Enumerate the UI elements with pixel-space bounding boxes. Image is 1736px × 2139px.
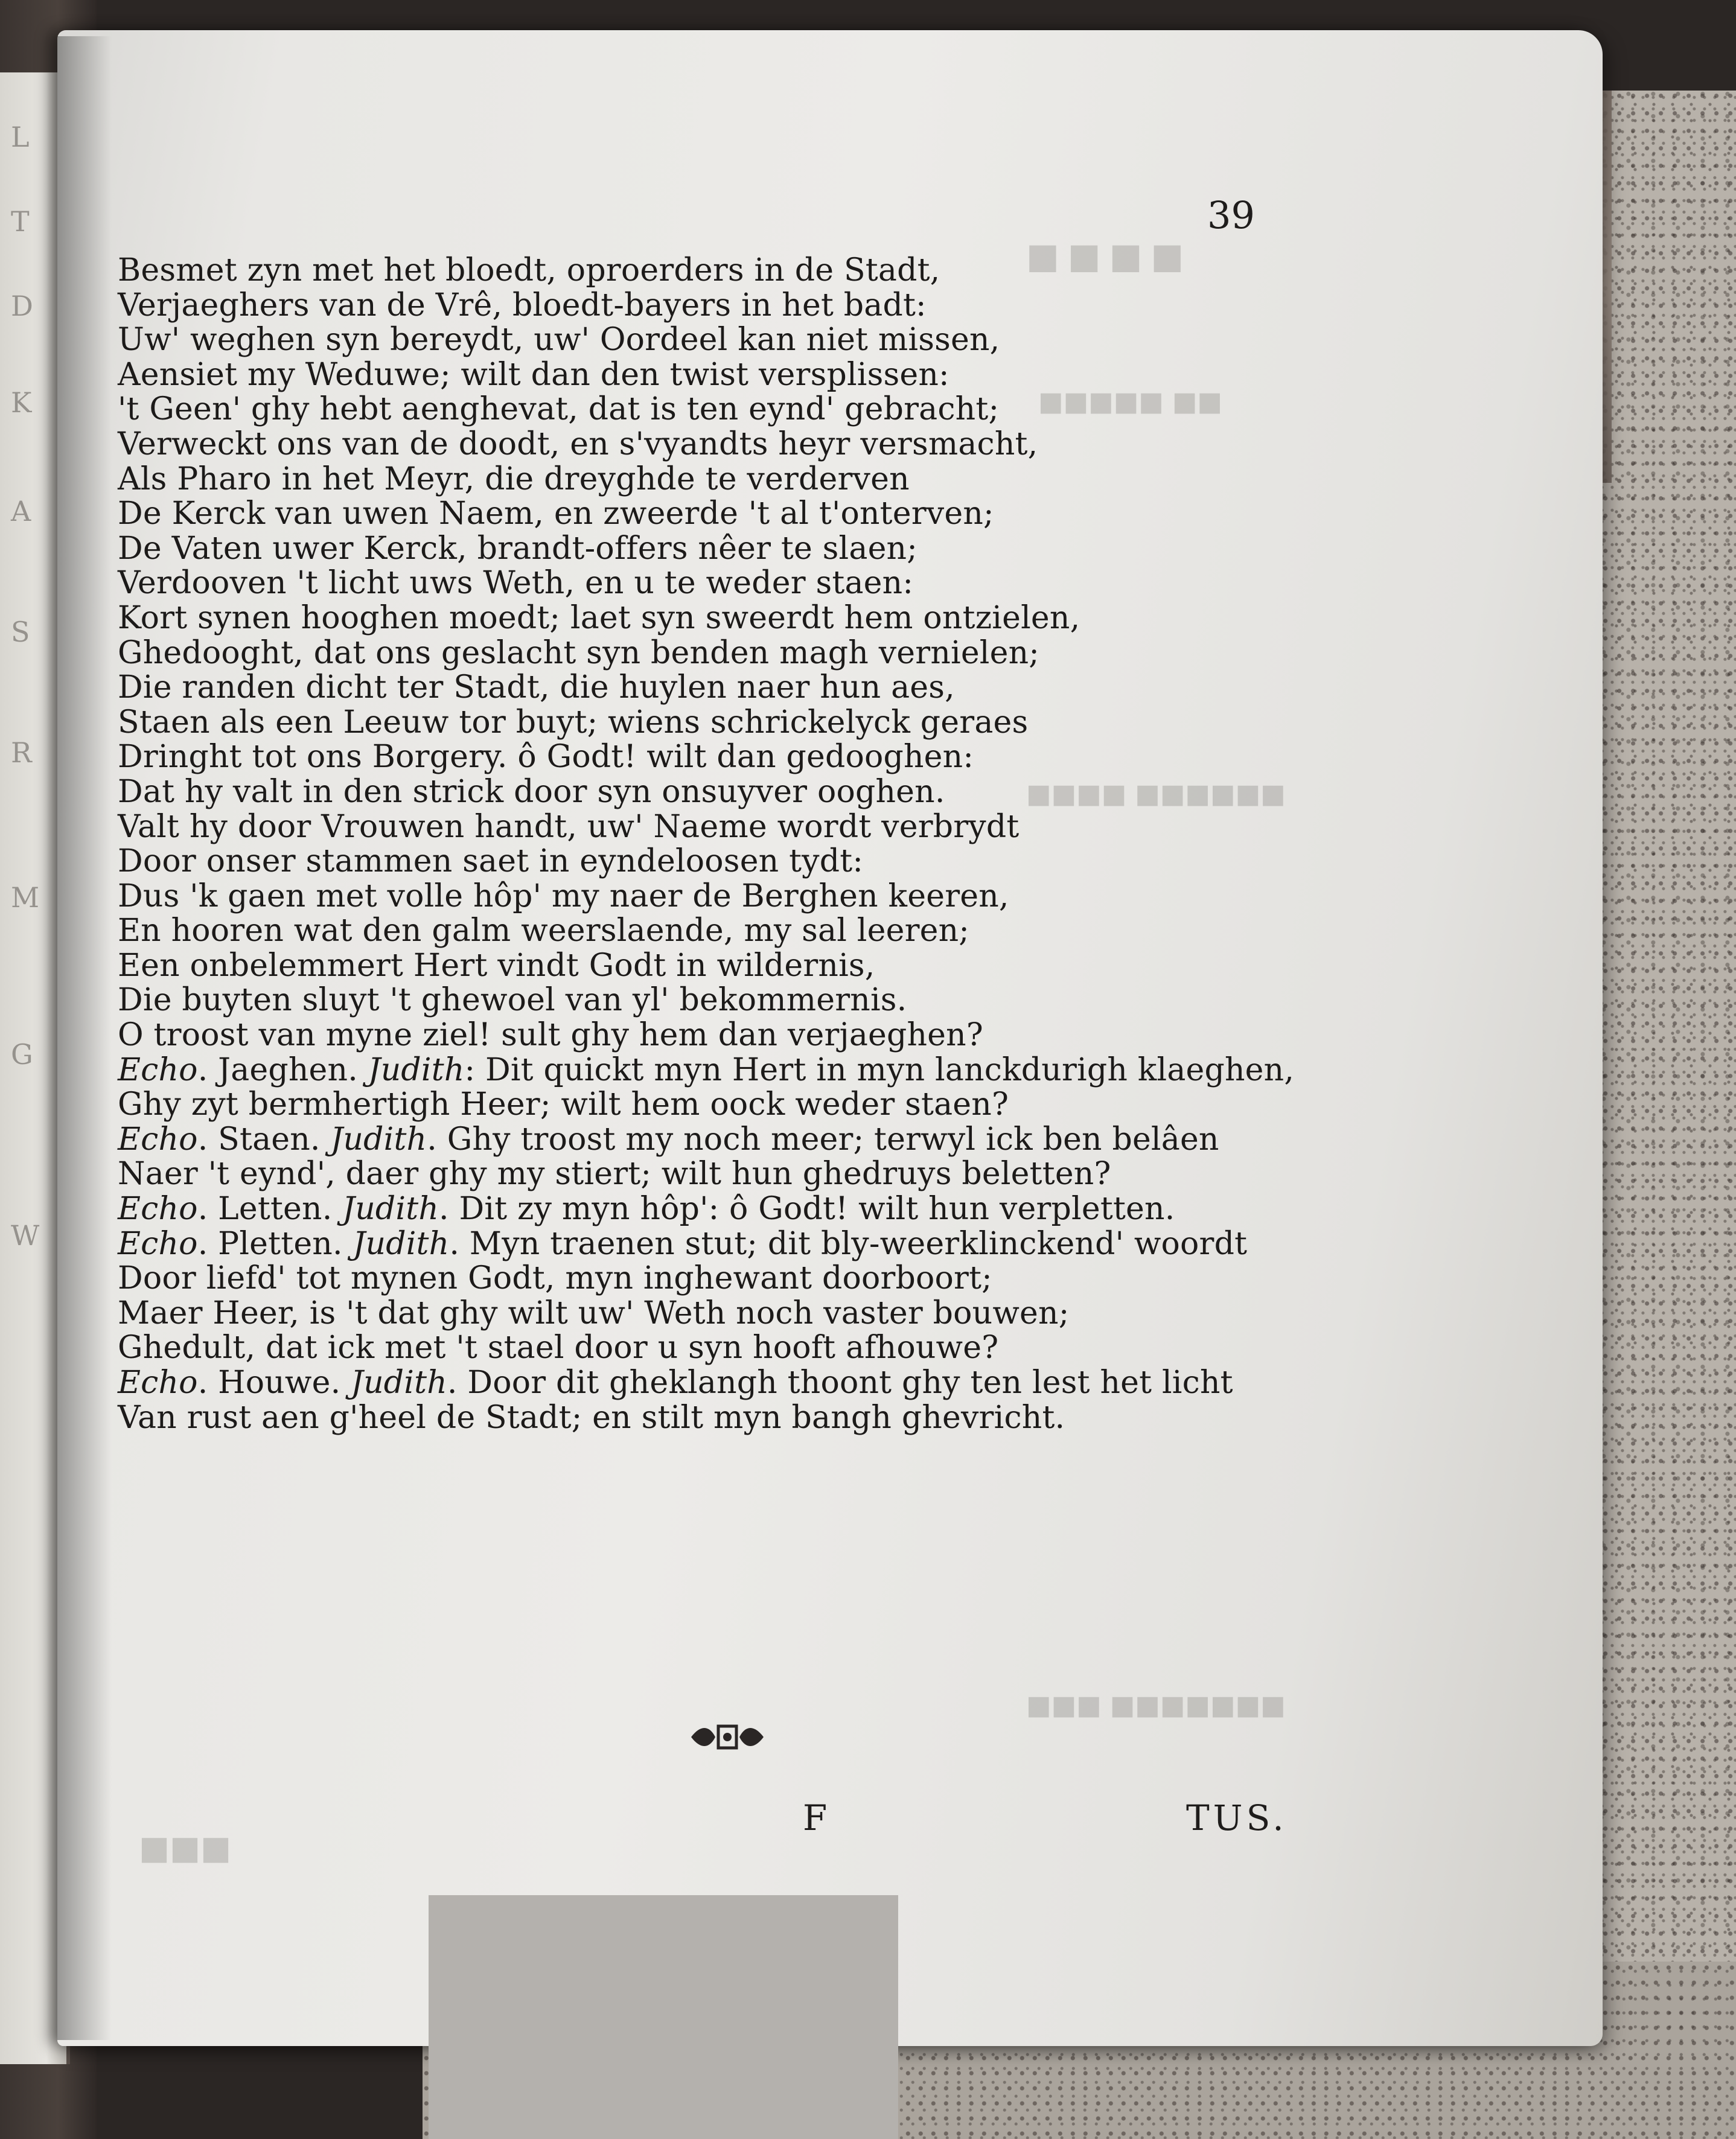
poem-line bbox=[118, 1088, 1506, 1123]
poem-line bbox=[118, 1018, 1506, 1053]
speaker-name: Echo bbox=[118, 1225, 198, 1262]
speaker-name: Echo bbox=[118, 1365, 198, 1401]
line-text: Een onbelemmert Hert vindt Godt in wildernis, bbox=[118, 947, 875, 984]
speaker-name: Judith bbox=[330, 1121, 427, 1158]
speaker-name: Judith bbox=[368, 1051, 465, 1088]
line-text: Uw' weghen syn bereydt, uw' Oordeel kan niet missen, bbox=[118, 322, 1000, 359]
poem-line bbox=[118, 740, 1506, 775]
line-text: : Dit quickt myn Hert in myn lanckdurigh klaeghen, bbox=[464, 1051, 1295, 1088]
line-text: Ghy zyt bermhertigh Heer; wilt hem oock weder staen? bbox=[118, 1086, 1009, 1123]
line-text: . Houwe. bbox=[197, 1365, 351, 1401]
show-through-text: ■■■■ bbox=[1026, 235, 1193, 276]
printers-ornament-icon bbox=[685, 1719, 770, 1755]
poem-line bbox=[118, 323, 1506, 358]
printers-signature-mark: F bbox=[803, 1797, 828, 1838]
line-text: Maer Heer, is 't dat ghy wilt uw' Weth noch vaster bouwen; bbox=[118, 1295, 1070, 1331]
poem-line bbox=[118, 1192, 1506, 1227]
line-text: 't Geen' ghy hebt aenghevat, dat is ten eynd' gebracht; bbox=[118, 391, 1000, 428]
poem-line bbox=[118, 497, 1506, 532]
poem-line bbox=[118, 810, 1506, 845]
line-text: En hooren wat den galm weerslaende, my sal leeren; bbox=[118, 913, 970, 949]
line-text: . Staen. bbox=[197, 1121, 331, 1158]
line-text: Die randen dicht ter Stadt, die huylen naer hun aes, bbox=[118, 669, 955, 706]
line-text: . Pletten. bbox=[197, 1225, 353, 1262]
page-number: 39 bbox=[1207, 193, 1255, 237]
poem-line bbox=[118, 983, 1506, 1018]
line-text: Naer 't eynd', daer ghy my stiert; wilt hun ghedruys beletten? bbox=[118, 1156, 1111, 1193]
poem-line bbox=[118, 427, 1506, 462]
poem-line bbox=[118, 914, 1506, 949]
line-text: Ghedult, dat ick met 't stael door u syn hooft afhouwe? bbox=[118, 1330, 999, 1366]
line-text: Valt hy door Vrouwen handt, uw' Naeme wordt verbrydt bbox=[118, 808, 1020, 845]
poem-line bbox=[118, 1331, 1506, 1366]
poem-line bbox=[118, 1157, 1506, 1192]
speaker-name: Judith bbox=[353, 1225, 450, 1262]
poem-line bbox=[118, 253, 1506, 288]
line-text: Van rust aen g'heel de Stadt; en stilt myn bangh ghevricht. bbox=[118, 1399, 1065, 1436]
line-text: Dat hy valt in den strick door syn onsuyver ooghen. bbox=[118, 773, 945, 810]
speaker-name: Echo bbox=[118, 1121, 198, 1158]
poem-line bbox=[118, 1296, 1506, 1331]
line-text: Die buyten sluyt 't ghewoel van yl' bekommernis. bbox=[118, 982, 907, 1019]
poem-line bbox=[118, 775, 1506, 810]
poem-line bbox=[118, 844, 1506, 879]
line-text: O troost van myne ziel! sult ghy hem dan verjaeghen? bbox=[118, 1017, 983, 1054]
poem-line bbox=[118, 949, 1506, 984]
poem-line bbox=[118, 358, 1506, 393]
line-text: . Myn traenen stut; dit bly-weerklinckend' woordt bbox=[449, 1225, 1248, 1262]
catchword: TUS. bbox=[1186, 1797, 1288, 1838]
speaker-name: Judith bbox=[342, 1191, 439, 1228]
line-text: Ghedooght, dat ons geslacht syn benden magh vernielen; bbox=[118, 634, 1040, 671]
poem-line bbox=[118, 1366, 1506, 1401]
poem-line bbox=[118, 1053, 1506, 1088]
line-text: . Dit zy myn hôp': ô Godt! wilt hun verpletten. bbox=[439, 1191, 1175, 1228]
line-text: Verweckt ons van de doodt, en s'vyandts heyr versmacht, bbox=[118, 426, 1038, 462]
line-text: Dus 'k gaen met volle hôp' my naer de Berghen keeren, bbox=[118, 878, 1009, 914]
line-text: Kort synen hooghen moedt; laet syn sweerdt hem ontzielen, bbox=[118, 599, 1080, 636]
poem-line bbox=[118, 1261, 1506, 1296]
poem-line bbox=[118, 879, 1506, 914]
poem-line bbox=[118, 288, 1506, 324]
line-text: Besmet zyn met het bloedt, oproerders in de Stadt, bbox=[118, 252, 940, 288]
line-text: Door onser stammen saet in eyndeloosen tydt: bbox=[118, 843, 864, 880]
line-text: Staen als een Leeuw tor buyt; wiens schrickelyck geraes bbox=[118, 704, 1029, 741]
line-text: . Door dit gheklangh thoont ghy ten lest het licht bbox=[447, 1365, 1233, 1401]
poem-line bbox=[118, 462, 1506, 497]
speaker-name: Echo bbox=[118, 1051, 198, 1088]
poem-line bbox=[118, 706, 1506, 741]
facing-page-edge: L T D K A S R M G W bbox=[0, 72, 70, 2064]
line-text: De Kerck van uwen Naem, en zweerde 't al t'onterven; bbox=[118, 496, 994, 532]
line-text: Verjaeghers van de Vrê, bloedt-bayers in het badt: bbox=[118, 287, 927, 324]
poem-line bbox=[118, 636, 1506, 671]
show-through-text: ■■■■ ■■■■■■ bbox=[1026, 779, 1286, 809]
show-through-text: ■■■■■ ■■ bbox=[1038, 386, 1222, 417]
show-through-text: ■■■ ■■■■■■■ bbox=[1026, 1690, 1286, 1721]
show-through-text: ■■■ bbox=[139, 1829, 232, 1867]
line-text: Dringht tot ons Borgery. ô Godt! wilt dan gedooghen: bbox=[118, 739, 974, 776]
line-text: Als Pharo in het Meyr, die dreyghde te verderven bbox=[118, 461, 910, 497]
redaction-block bbox=[429, 1895, 898, 2139]
poem-line bbox=[118, 392, 1506, 427]
poem-line bbox=[118, 566, 1506, 601]
poem-line bbox=[118, 1401, 1506, 1436]
poem-line bbox=[118, 601, 1506, 636]
poem-text bbox=[118, 253, 1506, 1435]
poem-line bbox=[118, 1123, 1506, 1158]
poem-line bbox=[118, 1227, 1506, 1262]
speaker-name: Judith bbox=[351, 1365, 447, 1401]
poem-line bbox=[118, 671, 1506, 706]
line-text: . Ghy troost my noch meer; terwyl ick ben belâen bbox=[427, 1121, 1219, 1158]
line-text: Door liefd' tot mynen Godt, myn inghewant doorboort; bbox=[118, 1260, 992, 1297]
line-text: Verdooven 't licht uws Weth, en u te weder staen: bbox=[118, 565, 914, 602]
gutter-shadow bbox=[57, 36, 112, 2040]
line-text: . Letten. bbox=[197, 1191, 343, 1228]
line-text: Aensiet my Weduwe; wilt dan den twist versplissen: bbox=[118, 356, 949, 393]
poem-line bbox=[118, 532, 1506, 567]
line-text: . Jaeghen. bbox=[197, 1051, 368, 1088]
line-text: De Vaten uwer Kerck, brandt-offers nêer te slaen; bbox=[118, 530, 917, 567]
speaker-name: Echo bbox=[118, 1191, 198, 1228]
